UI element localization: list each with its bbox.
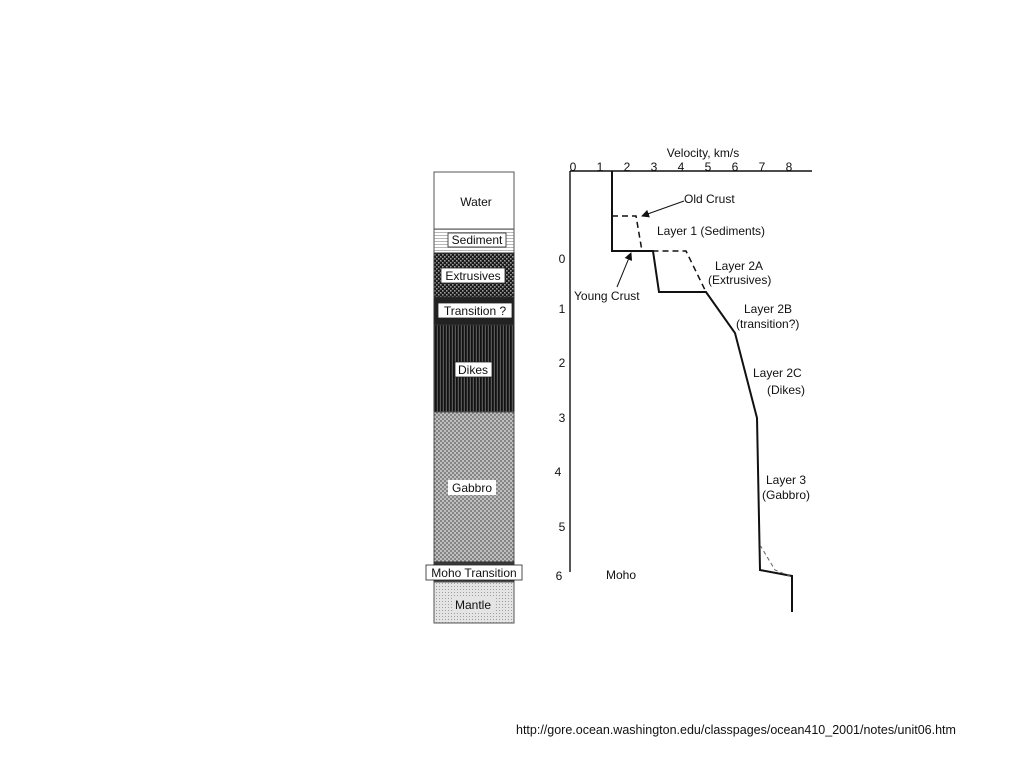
- y-tick-label: 6: [555, 569, 563, 583]
- layer2c-sublabel: (Dikes): [767, 383, 805, 397]
- x-tick-label: 8: [785, 160, 793, 174]
- x-tick-label: 1: [596, 160, 604, 174]
- x-axis-title: Velocity, km/s: [666, 146, 740, 160]
- x-tick-label: 5: [704, 160, 712, 174]
- x-tick-label: 6: [731, 160, 739, 174]
- water-label: Water: [460, 195, 492, 209]
- y-tick-label: 2: [558, 356, 566, 370]
- layer2a-sublabel: (Extrusives): [708, 273, 772, 287]
- x-tick-label: 7: [758, 160, 766, 174]
- old-crust-label: Old Crust: [684, 192, 735, 206]
- y-tick-label: 0: [558, 252, 566, 266]
- source-url-caption: http://gore.ocean.washington.edu/classpages/ocean410_2001/notes/unit06.htm: [516, 723, 956, 737]
- dikes-label: Dikes: [457, 363, 489, 377]
- transition-label: Transition ?: [443, 304, 507, 318]
- layer1-label: Layer 1 (Sediments): [657, 224, 766, 238]
- x-tick-label: 2: [623, 160, 631, 174]
- moho-label: Moho: [606, 568, 637, 582]
- x-tick-label: 4: [677, 160, 685, 174]
- velocity-profile: [555, 146, 812, 612]
- layer2b-sublabel: (transition?): [736, 317, 800, 331]
- layer3-sublabel: (Gabbro): [762, 488, 811, 502]
- sediment-label: Sediment: [451, 233, 503, 247]
- mantle-label: Mantle: [454, 598, 492, 612]
- gabbro-label: Gabbro: [451, 481, 493, 495]
- layer2a-label: Layer 2A: [715, 259, 764, 273]
- layer2c-label: Layer 2C: [753, 366, 802, 380]
- x-tick-label: 3: [650, 160, 658, 174]
- old-crust-arrow: [642, 201, 684, 216]
- x-tick-label: 0: [569, 160, 577, 174]
- layer3-label: Layer 3: [766, 473, 807, 487]
- young-crust-label: Young Crust: [574, 289, 640, 303]
- y-tick-label: 5: [558, 520, 566, 534]
- lithology-column: [426, 172, 522, 623]
- moho-transition-label: Moho Transition: [431, 566, 517, 580]
- y-tick-label: 3: [558, 411, 566, 425]
- extrusives-label: Extrusives: [445, 269, 501, 283]
- y-tick-label: 4: [554, 465, 562, 479]
- young-crust-arrow: [617, 253, 631, 287]
- y-tick-label: 1: [558, 302, 566, 316]
- layer2b-label: Layer 2B: [744, 302, 793, 316]
